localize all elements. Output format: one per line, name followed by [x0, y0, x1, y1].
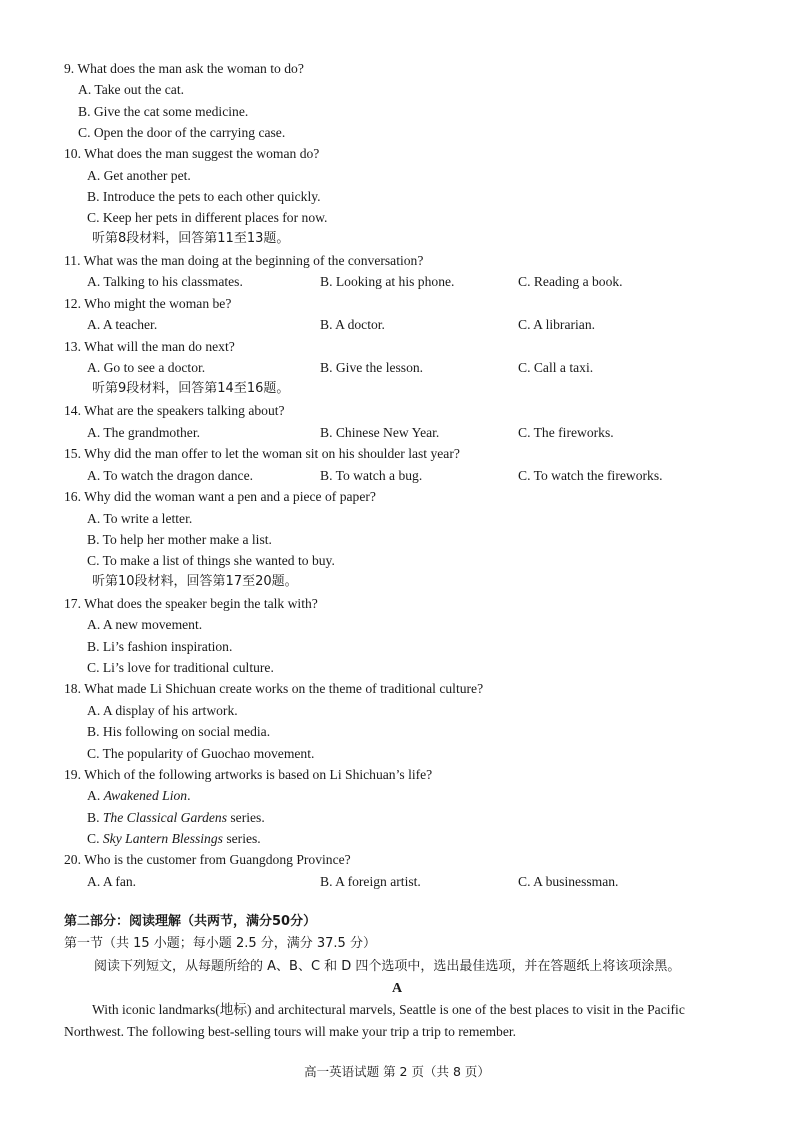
question-20-option-a: A. A fan. [87, 874, 137, 889]
question-17-stem: 17. What does the speaker begin the talk with? [64, 596, 318, 611]
artwork-title: The Classical Gardens [102, 810, 227, 825]
question-11-option-c: C. Reading a book. [518, 274, 623, 289]
question-18-stem: 18. What made Li Shichuan create works on the theme of traditional culture? [64, 681, 484, 696]
listening-instruction-9: 听第9段材料，回答第14至16题。 [92, 381, 290, 396]
question-10-option-b: B. Introduce the pets to each other quickly. [87, 189, 321, 204]
question-13-option-a: A. Go to see a doctor. [87, 360, 206, 375]
artwork-title: Sky Lantern Blessings [102, 831, 223, 846]
question-18-option-b: B. His following on social media. [87, 724, 271, 739]
passage-label: A [391, 981, 403, 996]
question-16-stem: 16. Why did the woman want a pen and a piece of paper? [64, 489, 376, 504]
listening-instruction-10: 听第10段材料，回答第17至20题。 [92, 574, 298, 589]
question-12-option-c: C. A librarian. [518, 317, 596, 332]
question-15-option-a: A. To watch the dragon dance. [87, 468, 254, 483]
question-12-stem: 12. Who might the woman be? [64, 296, 232, 311]
question-11-stem: 11. What was the man doing at the beginning of the conversation? [64, 253, 424, 268]
option-suffix: series. [226, 810, 265, 825]
option-letter: A. [87, 788, 104, 803]
question-16-option-a: A. To write a letter. [87, 511, 193, 526]
listening-instruction-8: 听第8段材料，回答第11至13题。 [92, 231, 290, 246]
question-19-option-b [87, 810, 265, 826]
question-13-option-b: B. Give the lesson. [320, 360, 424, 375]
question-17-option-a: A. A new movement. [87, 617, 203, 632]
question-10-option-a: A. Get another pet. [87, 168, 191, 183]
reading-directions: 阅读下列短文，从每题所给的 A、B、C 和 D 四个选项中，选出最佳选项，并在答题纸上将该项涂黑。 [94, 959, 681, 974]
question-12-option-a: A. A teacher. [87, 317, 158, 332]
option-suffix: series. [222, 831, 261, 846]
question-18-option-c: C. The popularity of Guochao movement. [87, 746, 315, 761]
question-14-stem: 14. What are the speakers talking about? [64, 403, 285, 418]
option-letter: C. [87, 831, 103, 846]
question-13-stem: 13. What will the man do next? [64, 339, 235, 354]
passage-a-intro: With iconic landmarks(地标) and architectural marvels, Seattle is one of the best places to visit in the Pacific Northwest. The following best-selling tours will make your trip a trip to remember. [64, 1002, 685, 1039]
question-19-option-c [87, 831, 261, 847]
question-19-option-a [87, 788, 190, 804]
question-10-stem: 10. What does the man suggest the woman do? [64, 146, 320, 161]
artwork-title: Awakened Lion [103, 788, 188, 803]
question-13-option-c: C. Call a taxi. [518, 360, 594, 375]
page-footer: 高一英语试题 第 2 页（共 8 页） [304, 1064, 490, 1079]
question-11-option-b: B. Looking at his phone. [320, 274, 455, 289]
question-20-option-c: C. A businessman. [518, 874, 619, 889]
section-one-heading: 第一节（共 15 小题；每小题 2.5 分，满分 37.5 分） [64, 936, 376, 951]
question-15-option-b: B. To watch a bug. [320, 468, 423, 483]
question-19-stem: 19. Which of the following artworks is based on Li Shichuan’s life? [64, 767, 433, 782]
question-12-option-b: B. A doctor. [320, 317, 385, 332]
question-9-option-c: C. Open the door of the carrying case. [78, 125, 286, 140]
question-14-option-c: C. The fireworks. [518, 425, 614, 440]
question-16-option-c: C. To make a list of things she wanted to buy. [87, 553, 335, 568]
part-two-heading: 第二部分：阅读理解（共两节，满分50分） [64, 914, 317, 929]
question-17-option-c: C. Li’s love for traditional culture. [87, 660, 274, 675]
question-15-stem: 15. Why did the man offer to let the woman sit on his shoulder last year? [64, 446, 460, 461]
question-9-option-b: B. Give the cat some medicine. [78, 104, 249, 119]
question-20-option-b: B. A foreign artist. [320, 874, 421, 889]
question-16-option-b: B. To help her mother make a list. [87, 532, 272, 547]
question-15-option-c: C. To watch the fireworks. [518, 468, 663, 483]
option-letter: B. [87, 810, 103, 825]
question-20-stem: 20. Who is the customer from Guangdong Province? [64, 852, 351, 867]
question-9-option-a: A. Take out the cat. [78, 82, 185, 97]
question-18-option-a: A. A display of his artwork. [87, 703, 238, 718]
question-10-option-c: C. Keep her pets in different places for now. [87, 210, 328, 225]
question-14-option-b: B. Chinese New Year. [320, 425, 440, 440]
option-suffix: . [187, 788, 191, 803]
question-14-option-a: A. The grandmother. [87, 425, 201, 440]
question-11-option-a: A. Talking to his classmates. [87, 274, 243, 289]
question-9-stem: 9. What does the man ask the woman to do? [64, 61, 304, 76]
question-17-option-b: B. Li’s fashion inspiration. [87, 639, 233, 654]
